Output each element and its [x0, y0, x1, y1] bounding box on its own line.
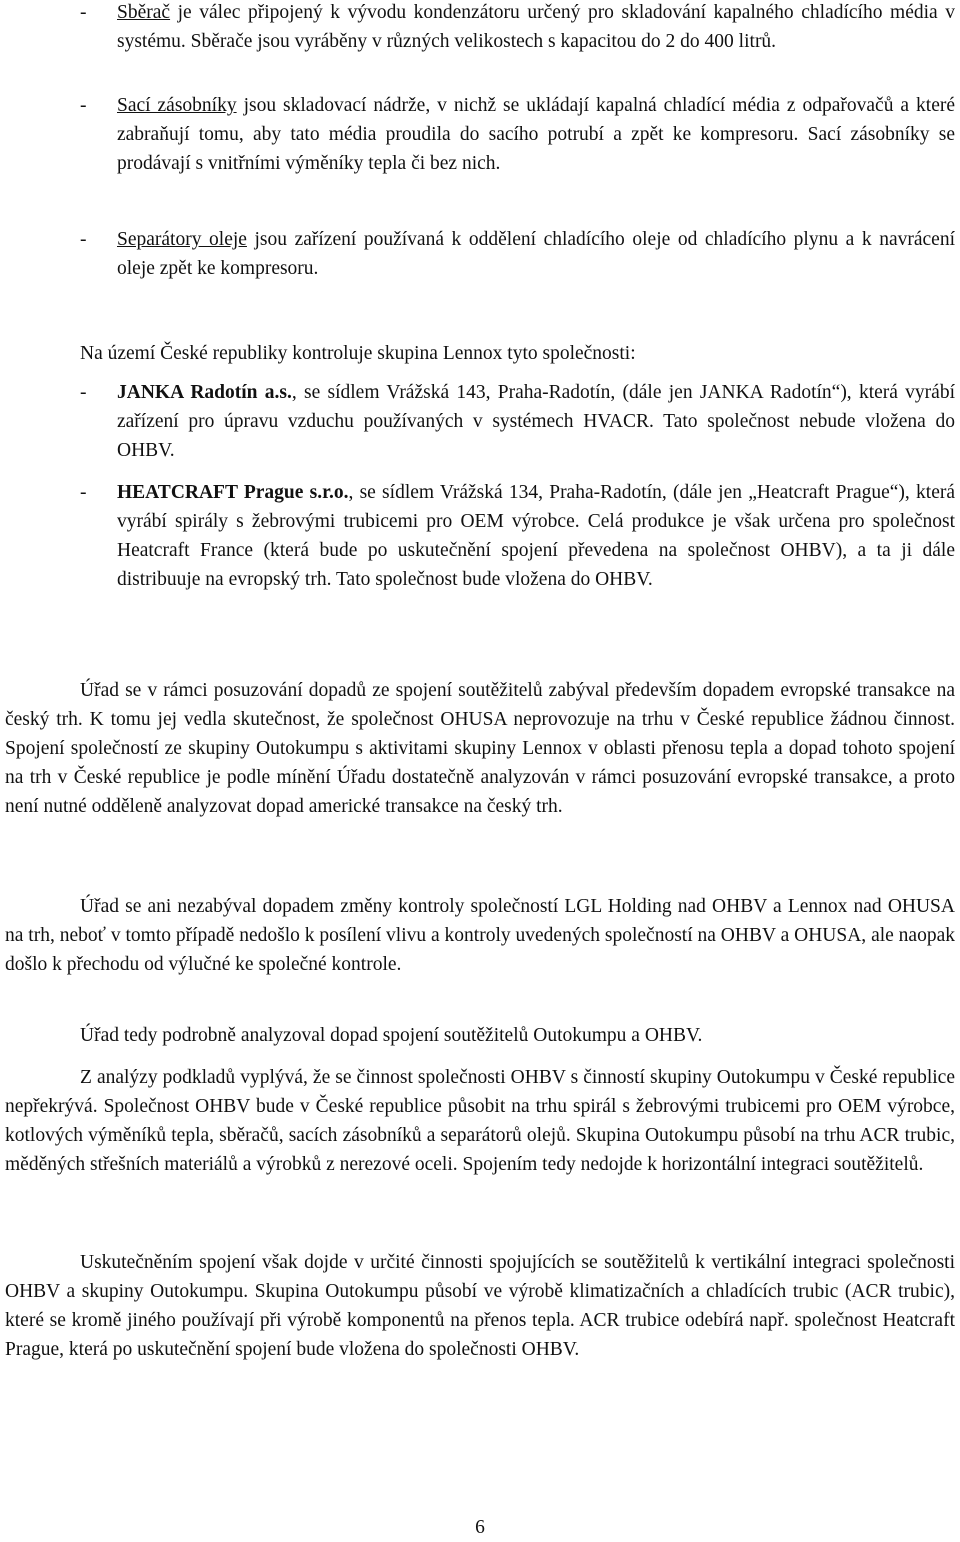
- intro-line: Na území České republiky kontroluje skupina Lennox tyto společnosti:: [80, 343, 636, 364]
- paragraph: Úřad se v rámci posuzování dopadů ze spojení soutěžitelů zabýval především dopadem evropské transakce na český trh. K tomu jej vedla skutečnost, že společnost OHUSA neprovozuje na trhu v České republice žádnou činnost. Spojení společností ze skupiny Outokumpu s aktivitami skupiny Lennox v oblasti přenosu tepla a dopad tohoto spojení na trh v České republice je podle mínění Úřadu dostatečně analyzován v rámci posuzování evropské transakce, a proto není nutné odděleně analyzovat dopad americké transakce na český trh.: [5, 680, 955, 817]
- list-dash: -: [80, 382, 87, 403]
- paragraph: Úřad se ani nezabýval dopadem změny kontroly společností LGL Holding nad OHBV a Lennox nad OHUSA na trh, neboť v tomto případě nedošlo k posílení vlivu a kontroly uvedených společností na OHBV a OHUSA, ale naopak došlo k přechodu od výlučné ke společné kontrole.: [5, 896, 955, 975]
- list-item-text: Separátory oleje jsou zařízení používaná k oddělení chladícího oleje od chladícího plynu a k navrácení oleje zpět ke kompresoru.: [117, 229, 955, 279]
- list-item: [80, 91, 955, 178]
- list-dash: -: [80, 482, 87, 503]
- list-item-text: Sací zásobníky jsou skladovací nádrže, v nichž se ukládají kapalná chladící média z odpařovačů a které zabraňují tomu, aby tato média proudila do sacího potrubí a zpět ke kompresoru. Sací zásobníky se prodávají s vnitřními výměníky tepla či bez nich.: [117, 95, 955, 174]
- list-item-text: Sběrač je válec připojený k vývodu kondenzátoru určený pro skladování kapalného chladícího média v systému. Sběrače jsou vyráběny v různých velikostech s kapacitou do 2 do 400 litrů.: [117, 2, 955, 52]
- list-item-text: HEATCRAFT Prague s.r.o., se sídlem Vrážská 134, Praha-Radotín, (dále jen „Heatcraft Prague“), která vyrábí spirály s žebrovými trubicemi pro OEM výrobce. Celá produkce je však určena pro společnost Heatcraft France (která bude po uskutečnění spojení převedena na společnost OHBV), a ta ji dále distribuuje na evropský trh. Tato společnost bude vložena do OHBV.: [117, 482, 955, 590]
- list-item-text: JANKA Radotín a.s., se sídlem Vrážská 143, Praha-Radotín, (dále jen JANKA Radotín“), která vyrábí zařízení pro úpravu vzduchu používaných v systémech HVACR. Tato společnost nebude vložena do OHBV.: [117, 382, 955, 461]
- list-item: [80, 478, 955, 594]
- paragraph: Uskutečněním spojení však dojde v určité činnosti spojujících se soutěžitelů k vertikální integraci společnosti OHBV a skupiny Outokumpu. Skupina Outokumpu působí ve výrobě klimatizačních a chladících trubic (ACR trubic), které se kromě jiného používají při výrobě komponentů na přenos tepla. ACR trubice odebírá např. společnost Heatcraft Prague, která po uskutečnění spojení bude vložena do společnosti OHBV.: [5, 1252, 955, 1360]
- term: Sací zásobníky: [117, 95, 237, 116]
- list-dash: -: [80, 229, 87, 250]
- paragraph: Úřad tedy podrobně analyzoval dopad spojení soutěžitelů Outokumpu a OHBV.: [80, 1025, 703, 1046]
- list-item: [80, 378, 955, 465]
- paragraph: Z analýzy podkladů vyplývá, že se činnost společnosti OHBV s činností skupiny Outokumpu v České republice nepřekrývá. Společnost OHBV bude v České republice působit na trhu spirál s žebrovými trubicemi pro OEM výrobce, kotlových výměníků tepla, sběračů, sacích zásobníků a separátorů olejů. Skupina Outokumpu působí na trhu ACR trubic, měděných střešních materiálů a výrobků z nerezové oceli. Spojením tedy nedojde k horizontální integraci soutěžitelů.: [5, 1067, 955, 1175]
- company-name: JANKA Radotín a.s.: [117, 382, 292, 403]
- term: Sběrač: [117, 2, 171, 23]
- company-name: HEATCRAFT Prague s.r.o.: [117, 482, 349, 503]
- list-dash: -: [80, 95, 87, 116]
- page-number: 6: [475, 1517, 485, 1538]
- term: Separátory oleje: [117, 229, 247, 250]
- list-item: [80, 0, 955, 56]
- list-dash: -: [80, 2, 87, 23]
- list-item: [80, 225, 955, 283]
